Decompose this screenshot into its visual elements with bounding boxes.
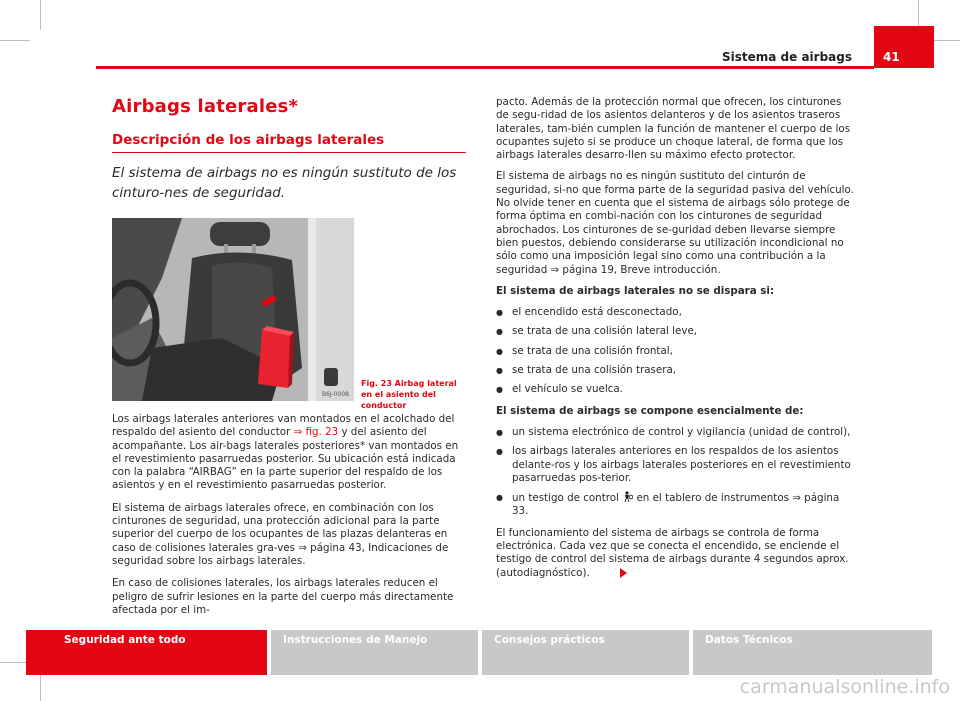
list-item-text: un testigo de control — [512, 492, 623, 505]
seat-airbag-illustration — [112, 218, 354, 401]
figure-reference-link[interactable]: ⇒ fig. 23 — [293, 426, 339, 439]
list-item: ● el encendido está desconectado, — [496, 306, 854, 319]
airbag-warning-icon — [622, 491, 633, 502]
list-item-text: en el tablero de instrumentos ⇒ página 33. — [512, 492, 840, 518]
paragraph: En caso de colisiones laterales, los airbags laterales reducen el peligro de sufrir lesiones en la parte del cuerpo más directamente afectada por el im- — [112, 577, 454, 616]
section-subtitle: Descripción de los airbags laterales — [112, 132, 466, 153]
page-number: 41 — [874, 26, 934, 68]
list-heading: El sistema de airbags se compone esencialmente de: — [496, 404, 804, 417]
paragraph: pacto. Además de la protección normal que ofrecen, los cinturones de segu-ridad de los asientos delanteros y de los asientos traseros laterales, tam-bién cumplen la función de mantener el cuerpo de los ocupantes sujeto si se produce un choque lateral, de forma que los airbags laterales desarro-llen su máximo efecto protector. — [496, 96, 851, 162]
list-item: ● se trata de una colisión lateral leve, — [496, 325, 854, 338]
section-title: Sistema de airbags — [721, 50, 852, 64]
figure-caption: Fig. 23 Airbag lateral en el asiento del conductor — [361, 379, 457, 410]
paragraph: El sistema de airbags no es ningún sustituto del cinturón de seguridad, si-no que forma parte de la seguridad pasiva del vehículo. No olvide tener en cuenta que el sistema de airbags sólo protege de forma óptima en combi-nación con los cinturones de seguridad abrochados. Los cinturones de se-guridad deben llevarse siempre bien puestos, debiendo considerarse su utilización incondicional no sólo como una imposición legal sino como una contribución a la seguridad ⇒ página 19, Breve introducción. — [496, 170, 854, 276]
page-title: Airbags laterales* — [112, 96, 299, 117]
paragraph-text: El funcionamiento del sistema de airbags se controla de forma electrónica. Cada vez que se conecta el encendido, se enciende el testigo de control del sistema de airbags durante 4 segundos aprox. (autodiagnóstico). — [496, 526, 849, 579]
list-item: ● los airbags laterales anteriores en los respaldos de los asientos delante-ros y los airbags laterales posteriores en el revestimiento pasarruedas pos-terior. — [496, 445, 854, 485]
list-item: ● el vehículo se vuelca. — [496, 383, 854, 396]
list-item: ● se trata de una colisión trasera, — [496, 364, 854, 377]
tab-consejos[interactable]: Consejos prácticos — [482, 630, 689, 675]
right-column — [496, 96, 854, 588]
continue-arrow-icon — [620, 568, 627, 578]
header-rule — [96, 66, 874, 69]
no-trigger-list — [496, 306, 854, 396]
paragraph-text: y del asiento del acompañante. Los air-bags laterales posteriores* van montados en el revestimiento pasarruedas posterior. Su ubicación está indicada con la palabra “AIRBAG” en la parte superior del respaldo de los asientos y en el revestimiento pasarruedas posterior. — [112, 426, 459, 492]
list-item — [496, 491, 854, 519]
watermark: carmanualsonline.info — [739, 676, 950, 698]
paragraph-text: Los airbags laterales anteriores van montados en el acolchado del respaldo del asiento del conductor — [112, 413, 455, 439]
crop-mark — [0, 40, 30, 41]
components-list — [496, 426, 854, 519]
lead-text: El sistema de airbags no es ningún sustituto de los cinturo-nes de seguridad. — [112, 165, 457, 201]
list-heading: El sistema de airbags laterales no se dispara si: — [496, 284, 775, 297]
tab-datos-tecnicos[interactable]: Datos Técnicos — [693, 630, 932, 675]
figure — [112, 218, 466, 410]
tab-instrucciones[interactable]: Instrucciones de Manejo — [271, 630, 478, 675]
paragraph: El sistema de airbags laterales ofrece, en combinación con los cinturones de seguridad, una protección adicional para la parte superior del cuerpo de los ocupantes de las plazas delanteras en caso de colisiones laterales gra-ves ⇒ página 43, Indicaciones de seguridad sobre los airbags laterales. — [112, 501, 449, 567]
crop-mark — [40, 675, 41, 701]
tab-seguridad[interactable]: Seguridad ante todo — [26, 630, 267, 675]
seat-photo — [112, 218, 354, 401]
crop-mark — [930, 40, 960, 41]
paragraph — [112, 413, 466, 493]
list-item: ● se trata de una colisión frontal, — [496, 345, 854, 358]
crop-mark — [40, 0, 41, 30]
footer-tabs — [26, 630, 936, 675]
figure-code: B6J-0008 — [322, 391, 349, 398]
paragraph — [496, 527, 854, 580]
left-column — [112, 96, 466, 617]
list-item: ● un sistema electrónico de control y vigilancia (unidad de control), — [496, 426, 854, 439]
